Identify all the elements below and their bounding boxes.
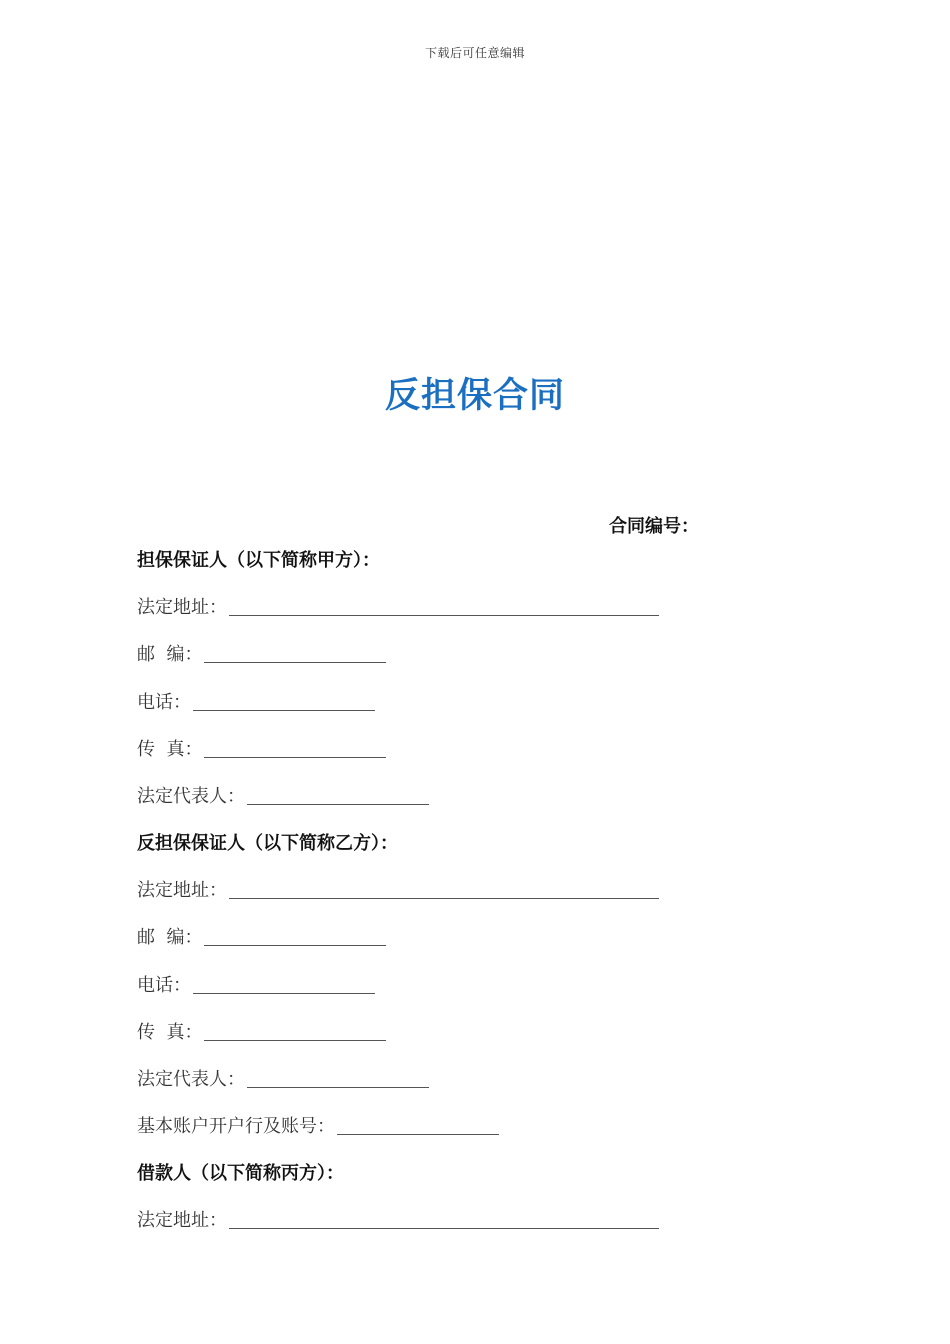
blank-line[interactable] (247, 803, 429, 805)
party-b-heading: 反担保保证人（以下简称乙方）： (137, 833, 398, 854)
contract-number-label: 合同编号： (609, 516, 699, 537)
field-label: 电话： (137, 975, 191, 996)
field-label: 邮 编： (137, 927, 203, 948)
document-title: 反担保合同 (384, 376, 565, 416)
party-c-heading: 借款人（以下简称丙方）： (137, 1163, 344, 1184)
party-c-address-field[interactable] (137, 1206, 659, 1232)
party-b-bank-account-field[interactable] (137, 1112, 499, 1138)
party-b-phone-field[interactable] (137, 971, 375, 997)
party-a-phone-field[interactable] (137, 688, 375, 714)
party-a-address-field[interactable] (137, 593, 659, 619)
party-b-address-field[interactable] (137, 876, 659, 902)
blank-line[interactable] (193, 709, 375, 711)
party-b-representative-field[interactable] (137, 1065, 429, 1091)
blank-line[interactable] (204, 661, 386, 663)
blank-line[interactable] (337, 1133, 499, 1135)
field-label: 法定地址： (137, 597, 227, 618)
blank-line[interactable] (204, 944, 386, 946)
party-b-postcode-field[interactable] (137, 923, 386, 949)
field-label: 传 真： (137, 739, 203, 760)
blank-line[interactable] (247, 1086, 429, 1088)
field-label: 电话： (137, 692, 191, 713)
blank-line[interactable] (204, 1039, 386, 1041)
field-label: 法定代表人： (137, 786, 245, 807)
blank-line[interactable] (204, 756, 386, 758)
header-note: 下载后可任意编辑 (424, 46, 525, 60)
party-a-representative-field[interactable] (137, 782, 429, 808)
party-a-fax-field[interactable] (137, 735, 386, 761)
blank-line[interactable] (229, 1227, 659, 1229)
field-label: 邮 编： (137, 644, 203, 665)
party-b-fax-field[interactable] (137, 1018, 386, 1044)
field-label: 基本账户开户行及账号： (137, 1116, 335, 1137)
field-label: 法定代表人： (137, 1069, 245, 1090)
field-label: 传 真： (137, 1022, 203, 1043)
field-label: 法定地址： (137, 880, 227, 901)
field-label: 法定地址： (137, 1210, 227, 1231)
party-a-postcode-field[interactable] (137, 640, 386, 666)
party-a-heading: 担保保证人（以下简称甲方）： (137, 550, 380, 571)
blank-line[interactable] (229, 614, 659, 616)
blank-line[interactable] (229, 897, 659, 899)
blank-line[interactable] (193, 992, 375, 994)
